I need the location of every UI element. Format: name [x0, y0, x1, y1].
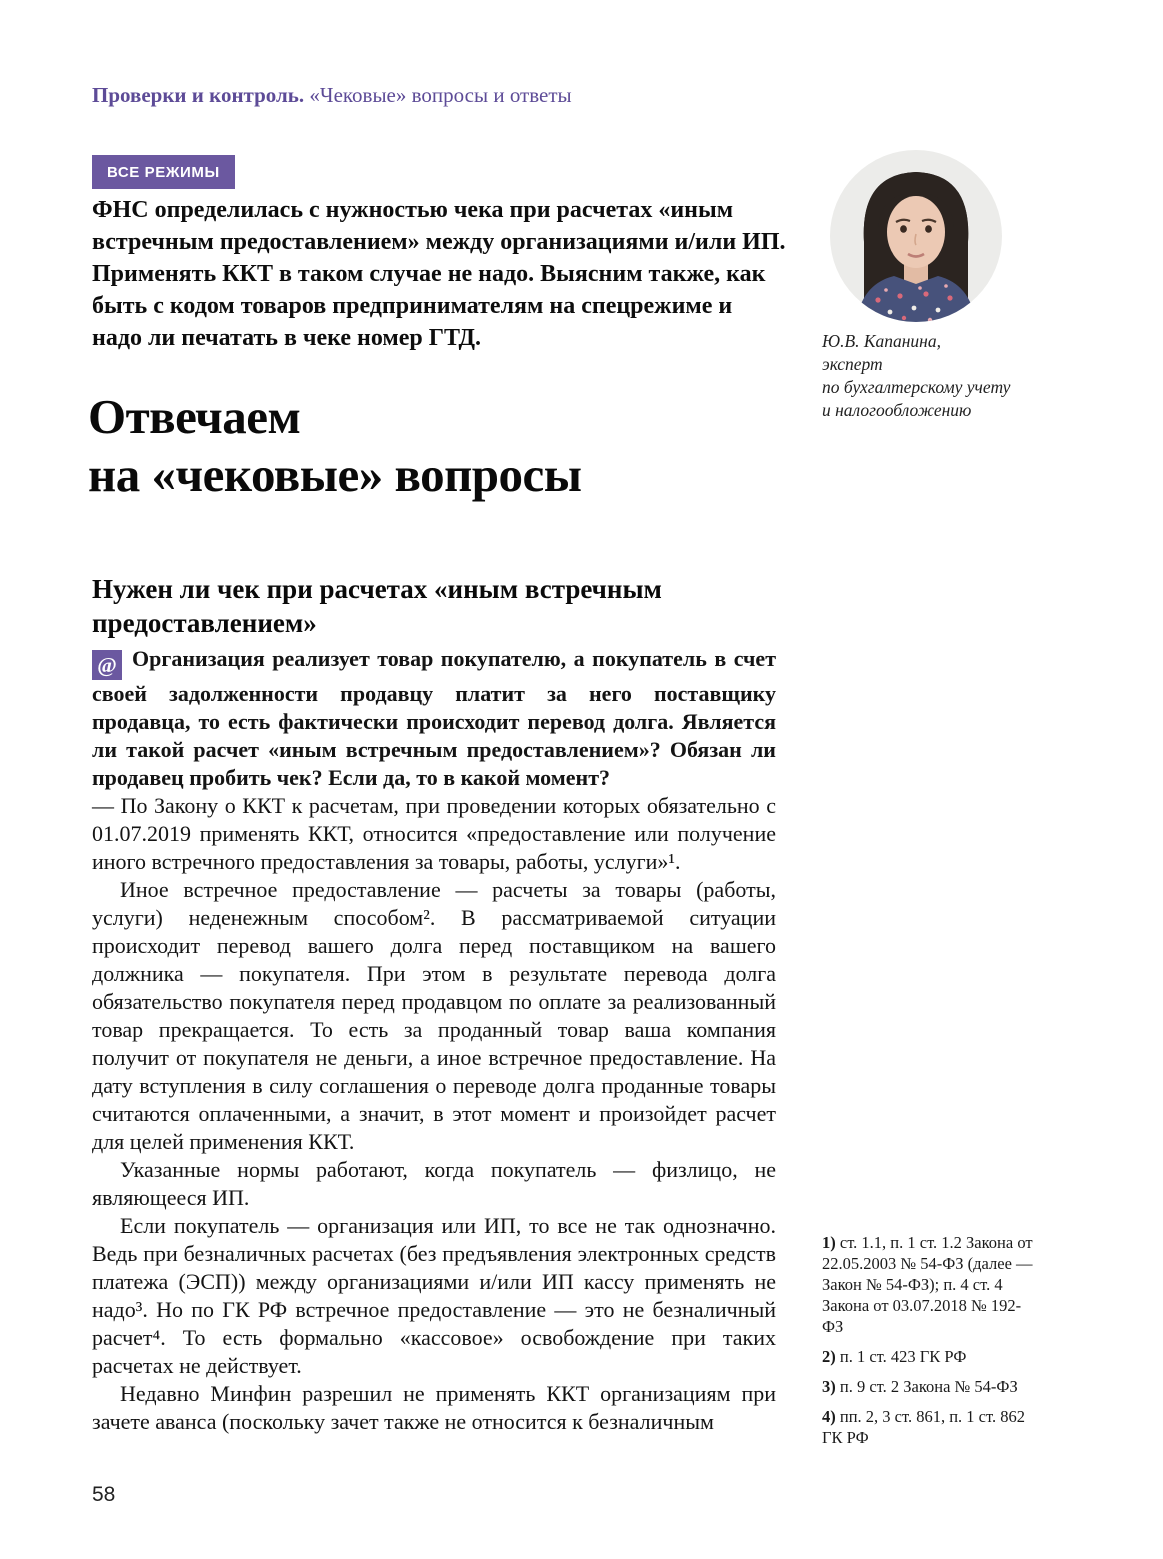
author-portrait-illustration	[830, 150, 1002, 322]
footnote-number: 2)	[822, 1347, 836, 1366]
article-kicker-label: «Чековые» вопросы и ответы	[304, 83, 572, 107]
author-role-line: эксперт	[822, 354, 883, 374]
author-name: Ю.В. Капанина,	[822, 331, 941, 351]
body-paragraph: Если покупатель — организация или ИП, то все не так однозначно. Ведь при безналичных расчетах (без предъявления электронных средств платежа (ЭСП)) между организациями и/или ИП кассу применять не надо³. Но по ГК РФ встречное предоставление — это не безналичный расчет⁴. То есть формально «кассовое» освобождение при таких расчетах не действует.	[92, 1213, 776, 1378]
footnote-number: 1)	[822, 1233, 836, 1252]
footnote	[822, 1346, 1042, 1367]
footnote-text: пп. 2, 3 ст. 861, п. 1 ст. 862 ГК РФ	[822, 1407, 1025, 1447]
body-paragraph: Недавно Минфин разрешил не применять ККТ организациям при зачете аванса (поскольку зачет также не относится к безналичным	[92, 1381, 776, 1434]
body-paragraph: Указанные нормы работают, когда покупатель — физлицо, не являющееся ИП.	[92, 1157, 776, 1210]
footnote-number: 4)	[822, 1407, 836, 1426]
section-heading: Нужен ли чек при расчетах «иным встречным предоставлением»	[92, 574, 662, 638]
article-body	[92, 645, 776, 1436]
article-title-line2: на «чековые» вопросы	[88, 447, 582, 502]
body-paragraph: Иное встречное предоставление — расчеты за товары (работы, услуги) неденежным способом². В рассматриваемой ситуации происходит перевод вашего долга перед поставщиком на вашего должника — покупателя. При этом в результате перевода долга обязательство покупателя перед продавцом по оплате за реализованный товар прекращается. То есть за проданный товар ваша компания получит от покупателя не деньги, а иное встречное предоставление. На дату вступления в силу соглашения о переводе долга проданные товары считаются оплаченными, а значит, в этот момент и произойдет расчет для целей применения ККТ.	[92, 877, 776, 1154]
author-role-line: по бухгалтерскому учету	[822, 377, 1011, 397]
footnote-number: 3)	[822, 1377, 836, 1396]
breadcrumb	[92, 82, 572, 108]
reader-question	[92, 645, 776, 792]
footnotes-column	[822, 1232, 1042, 1457]
question-text: Организация реализует товар покупателю, а покупатель в счет своей задолженности продавцу платит за него поставщику продавца, то есть фактически происходит перевод долга. Является ли такой расчет «иным встречным предоставлением»? Обязан ли продавец пробить чек? Если да, то в какой момент?	[92, 646, 776, 790]
author-photo	[830, 150, 1002, 322]
tax-regime-badge: ВСЕ РЕЖИМЫ	[92, 155, 235, 189]
at-icon: @	[92, 650, 122, 680]
footnote	[822, 1406, 1042, 1448]
footnote-text: ст. 1.1, п. 1 ст. 1.2 Закона от 22.05.2003 № 54-ФЗ (далее — Закон № 54-ФЗ); п. 4 ст. 4 Закона от 03.07.2018 № 192-ФЗ	[822, 1233, 1033, 1336]
article-title-line1: Отвечаем	[88, 389, 301, 444]
footnote	[822, 1232, 1042, 1337]
footnote-text: п. 1 ст. 423 ГК РФ	[839, 1347, 967, 1366]
author-role-line: и налогообложению	[822, 400, 972, 420]
lead-paragraph: ФНС определилась с нужностью чека при расчетах «иным встречным предоставлением» между организациями и/или ИП. Применять ККТ в таком случае не надо. Выясним также, как быть с кодом товаров предпринимателям на спецрежиме и надо ли печатать в чеке номер ГТД.	[92, 197, 786, 351]
rubric-label: Проверки и контроль.	[92, 83, 305, 107]
footnote	[822, 1376, 1042, 1397]
page-number: 58	[92, 1483, 116, 1506]
author-credit	[822, 330, 1072, 422]
article-title	[88, 388, 582, 504]
body-paragraph: — По Закону о ККТ к расчетам, при проведении которых обязательно с 01.07.2019 применять ККТ, относится «предоставление или получение иного встречного предоставления за товары, работы, услуги»¹.	[92, 793, 776, 874]
footnote-text: п. 9 ст. 2 Закона № 54-ФЗ	[839, 1377, 1018, 1396]
